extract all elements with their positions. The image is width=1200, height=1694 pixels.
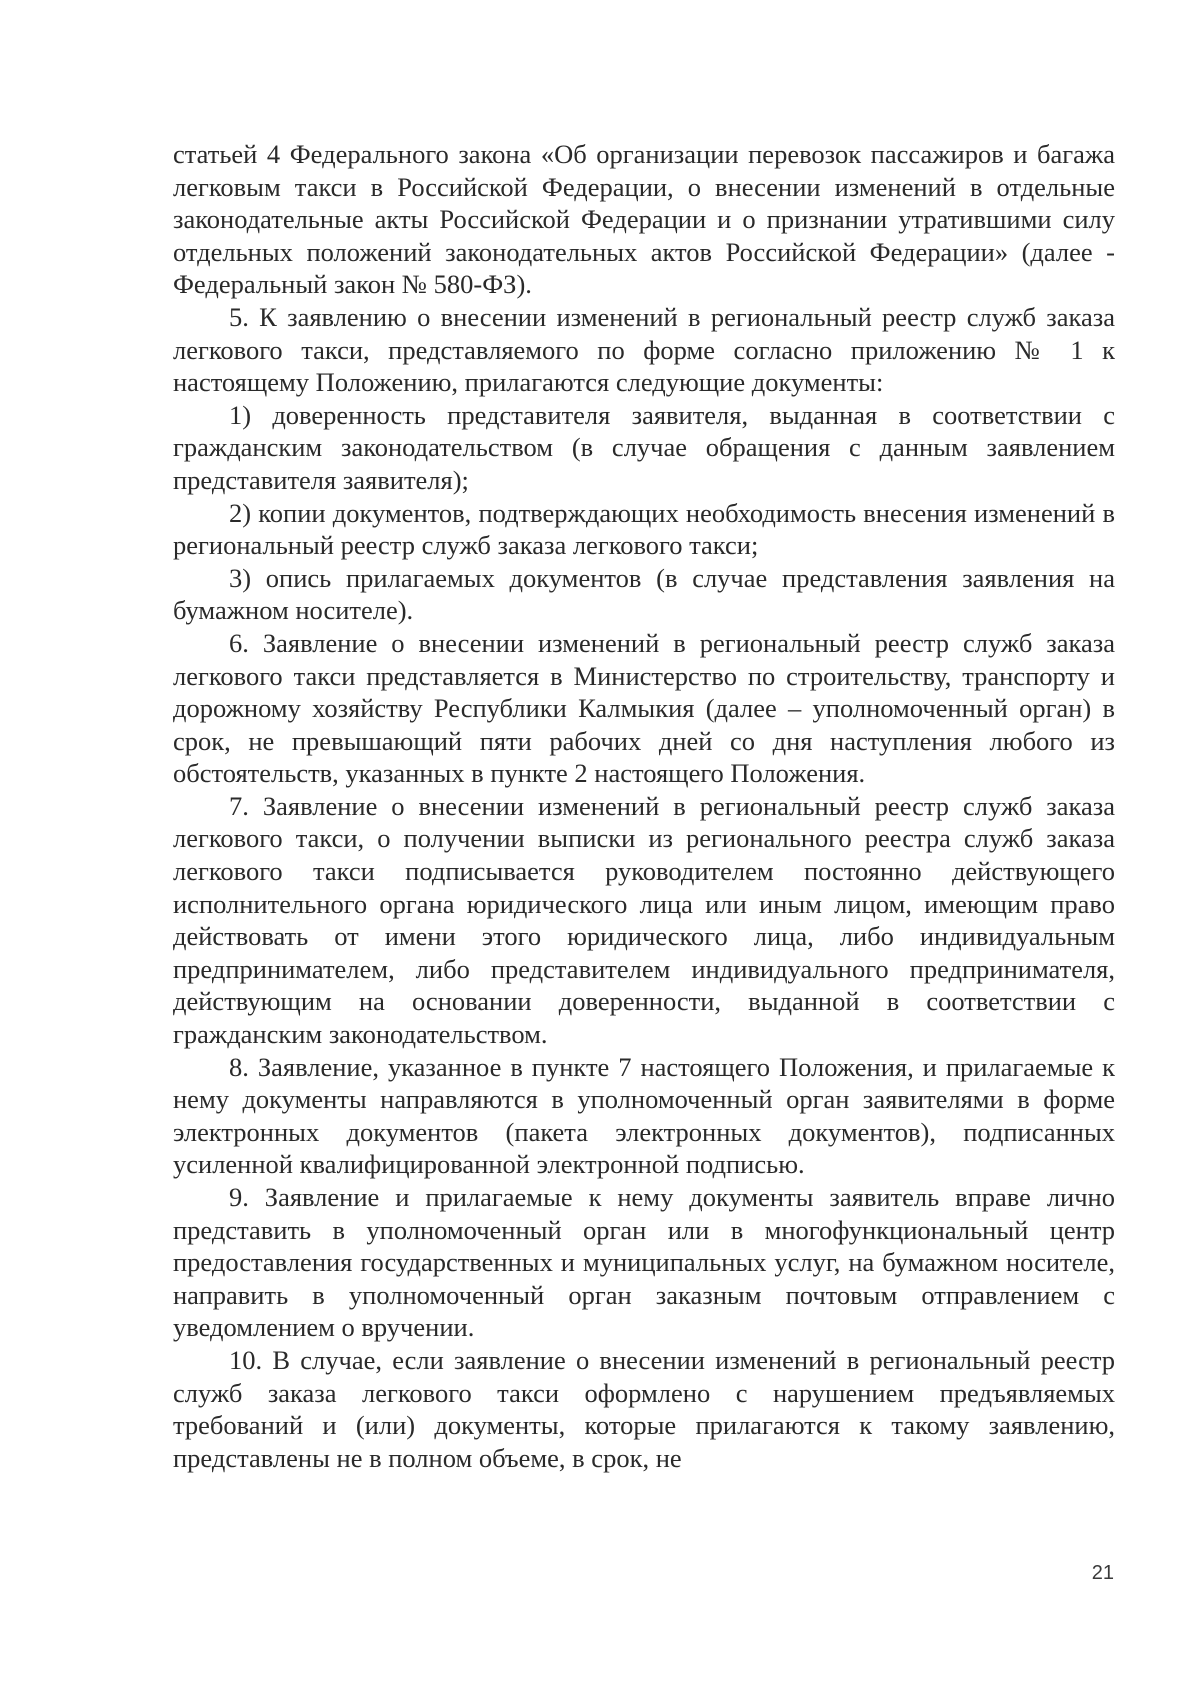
- paragraph-item-9: 9. Заявление и прилагаемые к нему документы заявитель вправе лично представить в уполномоченный орган или в многофункциональный центр предоставления государственных и муниципальных услуг, на бумажном носителе, направить в уполномоченный орган заказным почтовым отправлением с уведомлением о вручении.: [173, 1182, 1115, 1343]
- paragraph-item-10: 10. В случае, если заявление о внесении изменений в региональный реестр служб заказа легкового такси оформлено с нарушением предъявляемых требований и (или) документы, которые прилагаются к такому заявлению, представлены не в полном объеме, в срок, не: [173, 1344, 1115, 1473]
- paragraph-item-6: 6. Заявление о внесении изменений в региональный реестр служб заказа легкового такси представляется в Министерство по строительству, транспорту и дорожному хозяйству Республики Калмыкия (далее – уполномоченный орган) в срок, не превышающий пяти рабочих дней со дня наступления любого из обстоятельств, указанных в пункте 2 настоящего Положения.: [173, 627, 1115, 789]
- paragraph-item-5: 5. К заявлению о внесении изменений в региональный реестр служб заказа легкового такси, представляемого по форме согласно приложению № 1 к настоящему Положению, прилагаются следующие документы:: [173, 301, 1115, 398]
- paragraph-subitem-3: 3) опись прилагаемых документов (в случае представления заявления на бумажном носителе).: [173, 562, 1115, 626]
- paragraph-continuation: статьей 4 Федерального закона «Об организации перевозок пассажиров и багажа легковым такси в Российской Федерации, о внесении изменений в отдельные законодательные акты Российской Федерации и о признании утратившими силу отдельных положений законодательных актов Российской Федерации» (далее - Федеральный закон № 580-ФЗ).: [173, 139, 1115, 300]
- paragraph-subitem-1: 1) доверенность представителя заявителя, выданная в соответствии с гражданским законодательством (в случае обращения с данным заявлением представителя заявителя);: [173, 399, 1115, 495]
- paragraph-item-8: 8. Заявление, указанное в пункте 7 настоящего Положения, и прилагаемые к нему документы направляются в уполномоченный орган заявителями в форме электронных документов (пакета электронных документов), подписанных усиленной квалифицированной электронной подписью.: [173, 1051, 1115, 1180]
- document-body: [173, 138, 1115, 1474]
- paragraph-item-7: 7. Заявление о внесении изменений в региональный реестр служб заказа легкового такси, о получении выписки из регионального реестра служб заказа легкового такси подписывается руководителем постоянно действующего исполнительного органа юридического лица или иным лицом, имеющим право действовать от имени этого юридического лица, либо индивидуальным предпринимателем, либо представителем индивидуального предпринимателя, действующим на основании доверенности, выданной в соответствии с гражданским законодательством.: [173, 790, 1115, 1050]
- page-number: 21: [1091, 1562, 1114, 1584]
- paragraph-subitem-2: 2) копии документов, подтверждающих необходимость внесения изменений в региональный реестр служб заказа легкового такси;: [173, 497, 1115, 561]
